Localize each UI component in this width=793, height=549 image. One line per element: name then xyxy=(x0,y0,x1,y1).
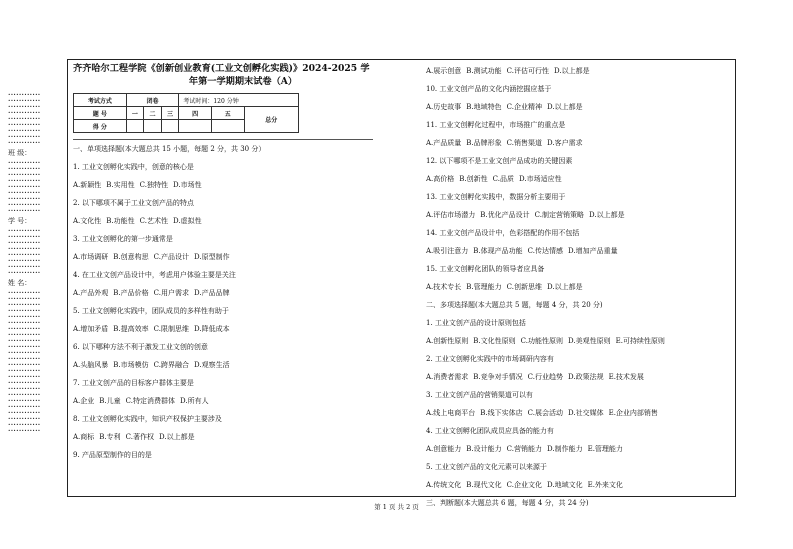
option: C.著作权 xyxy=(125,433,154,441)
option: D.美观性原则 xyxy=(568,337,611,345)
dot-row: •••••••••••• xyxy=(8,320,41,325)
class-label: 班 级： xyxy=(8,149,32,157)
dot-row: •••••••••••• xyxy=(8,350,41,355)
option: A.增加矛盾 xyxy=(73,325,109,333)
dot-row: •••••••••••• xyxy=(8,196,41,201)
option: E.外来文化 xyxy=(587,481,623,489)
option: B.产品价格 xyxy=(113,289,149,297)
dot-row: •••••••••••• xyxy=(8,104,41,109)
dot-row: •••••••••••• xyxy=(8,422,41,427)
dot-row: •••••••••••• xyxy=(8,428,41,433)
option: D.虚拟性 xyxy=(173,217,202,225)
right-column xyxy=(426,62,732,507)
dot-row: •••••••••••• xyxy=(8,184,41,189)
dot-row: •••••••••••• xyxy=(8,410,41,415)
option: B.优化产品设计 xyxy=(480,211,530,219)
dot-row: •••••••••••• xyxy=(8,160,41,165)
dot-row: •••••••••••• xyxy=(8,356,41,361)
option: C.销售渠道 xyxy=(506,139,542,147)
option-row xyxy=(426,404,732,422)
item-col-4: 四 xyxy=(179,107,212,120)
option: D.观察生活 xyxy=(194,361,230,369)
item-col-2: 二 xyxy=(144,107,162,120)
question-text: 14. 工业文创产品设计中，色彩搭配的作用不包括 xyxy=(426,229,580,237)
dots-block-4 xyxy=(8,290,60,434)
dots-block-2 xyxy=(8,160,60,214)
option: D.社交媒体 xyxy=(568,409,604,417)
question-text: 10. 工业文创产品的文化内涵挖掘应基于 xyxy=(426,85,552,93)
question-text: 4. 在工业文创产品设计中，考虑用户体验主要是关注 xyxy=(73,271,236,279)
option: D.增加产品重量 xyxy=(568,247,618,255)
score-cell-3 xyxy=(161,120,179,133)
option-row xyxy=(426,98,732,116)
option: A.传统文化 xyxy=(426,481,462,489)
dots-block-1 xyxy=(8,92,60,146)
left-question-list xyxy=(73,140,413,464)
dot-row: •••••••••••• xyxy=(8,134,41,139)
option: C.独特性 xyxy=(139,181,168,189)
dot-row: •••••••••••• xyxy=(8,128,41,133)
item-col-1: 一 xyxy=(126,107,144,120)
option: D.以上都是 xyxy=(589,211,625,219)
score-cell-2 xyxy=(144,120,162,133)
dot-row: •••••••••••• xyxy=(8,258,41,263)
option: C.功能性原则 xyxy=(520,337,563,345)
option-row xyxy=(73,356,413,374)
option: C.跨界融合 xyxy=(153,361,189,369)
right-question-list xyxy=(426,62,732,512)
option: C.用户需求 xyxy=(153,289,189,297)
option: B.儿童 xyxy=(99,397,121,405)
option: C.评估可行性 xyxy=(506,67,549,75)
option: B.现代文化 xyxy=(466,481,502,489)
option: C.限制思维 xyxy=(153,325,189,333)
score-table xyxy=(73,93,299,133)
option: A.创新性原则 xyxy=(426,337,469,345)
option-row xyxy=(426,440,732,458)
dot-row: •••••••••••• xyxy=(8,122,41,127)
option: C.企业文化 xyxy=(506,481,542,489)
dot-row: •••••••••••• xyxy=(8,172,41,177)
option-row xyxy=(426,134,732,152)
dot-row: •••••••••••• xyxy=(8,416,41,421)
option: B.实用性 xyxy=(106,181,135,189)
option: C.行业趋势 xyxy=(527,373,563,381)
option: A.头脑风暴 xyxy=(73,361,109,369)
option: D.政策法规 xyxy=(568,373,604,381)
dot-row: •••••••••••• xyxy=(8,398,41,403)
option: B.线下实体店 xyxy=(480,409,523,417)
option: A.产品外观 xyxy=(73,289,109,297)
dot-row: •••••••••••• xyxy=(8,332,41,337)
dot-row: •••••••••••• xyxy=(8,252,41,257)
option: C.制定营销策略 xyxy=(534,211,584,219)
option: B.竞争对手情况 xyxy=(473,373,523,381)
score-label: 得 分 xyxy=(74,120,127,133)
question-text: 5. 工业文创孵化实践中，团队成员的多样性有助于 xyxy=(73,307,229,315)
option: D.市场适应性 xyxy=(519,175,562,183)
option-row xyxy=(426,332,732,350)
question-text: 4. 工业文创孵化团队成员应具备的能力有 xyxy=(426,427,554,435)
exam-title-line-1: 齐齐哈尔工程学院《创新创业教育(工业文创孵化实践)》2024-2025 学 xyxy=(73,63,370,74)
item-row xyxy=(74,107,299,120)
option: C.品质 xyxy=(492,175,514,183)
option: B.市场模仿 xyxy=(113,361,149,369)
option: E.管理能力 xyxy=(587,445,623,453)
dot-row: •••••••••••• xyxy=(8,208,41,213)
question-text: 一、单项选择题(本大题总共 15 小题，每题 2 分，共 30 分） xyxy=(73,145,266,153)
option: A.创意能力 xyxy=(426,445,462,453)
option-row xyxy=(73,392,413,410)
dot-row: •••••••••••• xyxy=(8,374,41,379)
option: C.创新思维 xyxy=(506,283,542,291)
question-text: 二、多项选择题(本大题总共 5 题，每题 4 分，共 20 分) xyxy=(426,301,603,309)
exam-method-value: 闭卷 xyxy=(126,94,179,107)
option: D.产品品牌 xyxy=(194,289,230,297)
dot-row: •••••••••••• xyxy=(8,98,41,103)
item-col-5: 五 xyxy=(211,107,244,120)
dot-row: •••••••••••• xyxy=(8,190,41,195)
option: B.管理能力 xyxy=(466,283,502,291)
option: C.艺术性 xyxy=(139,217,168,225)
dot-row: •••••••••••• xyxy=(8,202,41,207)
option: B.文化性原则 xyxy=(473,337,516,345)
dot-row: •••••••••••• xyxy=(8,140,41,145)
dot-row: •••••••••••• xyxy=(8,362,41,367)
option: C.产品设计 xyxy=(153,253,189,261)
option: B.专利 xyxy=(99,433,121,441)
option: D.原型制作 xyxy=(194,253,230,261)
total-label: 总分 xyxy=(244,107,298,133)
option: C.特定消费群体 xyxy=(125,397,175,405)
question-text: 15. 工业文创孵化团队的领导者应具备 xyxy=(426,265,545,273)
option: A.新颖性 xyxy=(73,181,102,189)
option: A.吸引注意力 xyxy=(426,247,469,255)
option: B.提高效率 xyxy=(113,325,149,333)
option: A.文化性 xyxy=(73,217,102,225)
score-cell-4 xyxy=(179,120,212,133)
exam-title-line-2: 年第一学期期末试卷（A） xyxy=(188,76,298,87)
option: B.品牌形象 xyxy=(466,139,502,147)
question-text: 12. 以下哪项不是工业文创产品成功的关键因素 xyxy=(426,157,573,165)
dot-row: •••••••••••• xyxy=(8,302,41,307)
dot-row: •••••••••••• xyxy=(8,234,41,239)
option: B.地域特色 xyxy=(466,103,502,111)
option: A.高价格 xyxy=(426,175,455,183)
option: C.营销能力 xyxy=(506,445,542,453)
option: A.产品质量 xyxy=(426,139,462,147)
option: D.以上都是 xyxy=(159,433,195,441)
dot-row: •••••••••••• xyxy=(8,368,41,373)
option-row xyxy=(426,476,732,494)
question-text: 2. 工业文创孵化实践中的市场调研内容有 xyxy=(426,355,554,363)
option-row xyxy=(73,284,413,302)
option-row xyxy=(73,428,413,446)
question-text: 1. 工业文创产品的设计原则包括 xyxy=(426,319,526,327)
score-cell-5 xyxy=(211,120,244,133)
dot-row: •••••••••••• xyxy=(8,270,41,275)
question-text: 7. 工业文创产品的目标客户群体主要是 xyxy=(73,379,194,387)
option: A.展示创意 xyxy=(426,67,462,75)
option-row xyxy=(426,242,732,260)
option: D.以上都是 xyxy=(547,103,583,111)
option: D.所有人 xyxy=(180,397,209,405)
option-row xyxy=(426,206,732,224)
question-text: 11. 工业文创孵化过程中，市场推广的重点是 xyxy=(426,121,566,129)
dots-block-3 xyxy=(8,228,60,276)
dot-row: •••••••••••• xyxy=(8,314,41,319)
dot-row: •••••••••••• xyxy=(8,404,41,409)
dot-row: •••••••••••• xyxy=(8,308,41,313)
question-text: 三、判断题(本大题总共 6 题，每题 4 分，共 24 分) xyxy=(426,499,589,507)
option: D.制作能力 xyxy=(547,445,583,453)
question-text: 3. 工业文创孵化的第一步通常是 xyxy=(73,235,173,243)
option: E.可持续性原则 xyxy=(615,337,665,345)
option: C.企业精神 xyxy=(506,103,542,111)
score-cell-1 xyxy=(126,120,144,133)
option: A.线上电商平台 xyxy=(426,409,476,417)
dot-row: •••••••••••• xyxy=(8,166,41,171)
option: B.体现产品功能 xyxy=(473,247,523,255)
dot-row: •••••••••••• xyxy=(8,386,41,391)
option: B.设计能力 xyxy=(466,445,502,453)
dot-row: •••••••••••• xyxy=(8,344,41,349)
question-text: 13. 工业文创孵化实践中，数据分析主要用于 xyxy=(426,193,566,201)
dot-row: •••••••••••• xyxy=(8,246,41,251)
option: C.传达情感 xyxy=(527,247,563,255)
option: D.客户需求 xyxy=(547,139,583,147)
name-label: 姓 名： xyxy=(8,279,32,287)
option: A.企业 xyxy=(73,397,95,405)
dot-row: •••••••••••• xyxy=(8,240,41,245)
dot-row: •••••••••••• xyxy=(8,392,41,397)
left-column xyxy=(73,62,413,494)
option: D.地域文化 xyxy=(547,481,583,489)
option-row xyxy=(426,62,732,80)
dot-row: •••••••••••• xyxy=(8,338,41,343)
option: A.评估市场潜力 xyxy=(426,211,476,219)
question-text: 8. 工业文创孵化实践中，知识产权保护主要涉及 xyxy=(73,415,222,423)
option: A.历史故事 xyxy=(426,103,462,111)
dot-row: •••••••••••• xyxy=(8,116,41,121)
option: C.展会活动 xyxy=(527,409,563,417)
option: A.商标 xyxy=(73,433,95,441)
option: D.以上都是 xyxy=(547,283,583,291)
exam-time: 考试时间：120 分钟 xyxy=(179,94,299,107)
question-text: 5. 工业文创产品的文化元素可以来源于 xyxy=(426,463,547,471)
option-row xyxy=(73,212,413,230)
dot-row: •••••••••••• xyxy=(8,228,41,233)
option-row xyxy=(73,248,413,266)
page-footer: 第 1 页 共 2 页 xyxy=(374,503,419,511)
option: A.消费者需求 xyxy=(426,373,469,381)
option: E.企业内部销售 xyxy=(608,409,658,417)
dot-row: •••••••••••• xyxy=(8,92,41,97)
dot-row: •••••••••••• xyxy=(8,110,41,115)
option: B.创意构思 xyxy=(113,253,149,261)
option-row xyxy=(73,320,413,338)
dot-row: •••••••••••• xyxy=(8,264,41,269)
dot-row: •••••••••••• xyxy=(8,290,41,295)
dot-row: •••••••••••• xyxy=(8,326,41,331)
dot-row: •••••••••••• xyxy=(8,380,41,385)
student-id-label: 学 号： xyxy=(8,217,32,225)
option: B.创新性 xyxy=(459,175,488,183)
option: A.市场调研 xyxy=(73,253,109,261)
question-text: 1. 工业文创孵化实践中，创意的核心是 xyxy=(73,163,194,171)
option-row xyxy=(73,176,413,194)
question-text: 3. 工业文创产品的营销渠道可以有 xyxy=(426,391,533,399)
option: B.测试功能 xyxy=(466,67,502,75)
item-col-3: 三 xyxy=(161,107,179,120)
option-row xyxy=(426,278,732,296)
exam-method-label: 考试方式 xyxy=(74,94,127,107)
binding-strip xyxy=(8,92,60,528)
option: E.技术发展 xyxy=(608,373,644,381)
option: A.技术专长 xyxy=(426,283,462,291)
option: D.降低成本 xyxy=(194,325,230,333)
question-text: 6. 以下哪种方法不利于激发工业文创的创意 xyxy=(73,343,208,351)
dot-row: •••••••••••• xyxy=(8,296,41,301)
option-row xyxy=(426,170,732,188)
question-text: 9. 产品原型制作的目的是 xyxy=(73,451,152,459)
exam-info-row xyxy=(74,94,299,107)
option: D.市场性 xyxy=(173,181,202,189)
dot-row: •••••••••••• xyxy=(8,178,41,183)
question-text: 2. 以下哪项不属于工业文创产品的特点 xyxy=(73,199,194,207)
item-label: 题 号 xyxy=(74,107,127,120)
option: D.以上都是 xyxy=(554,67,590,75)
option-row xyxy=(426,368,732,386)
option: B.功能性 xyxy=(106,217,135,225)
